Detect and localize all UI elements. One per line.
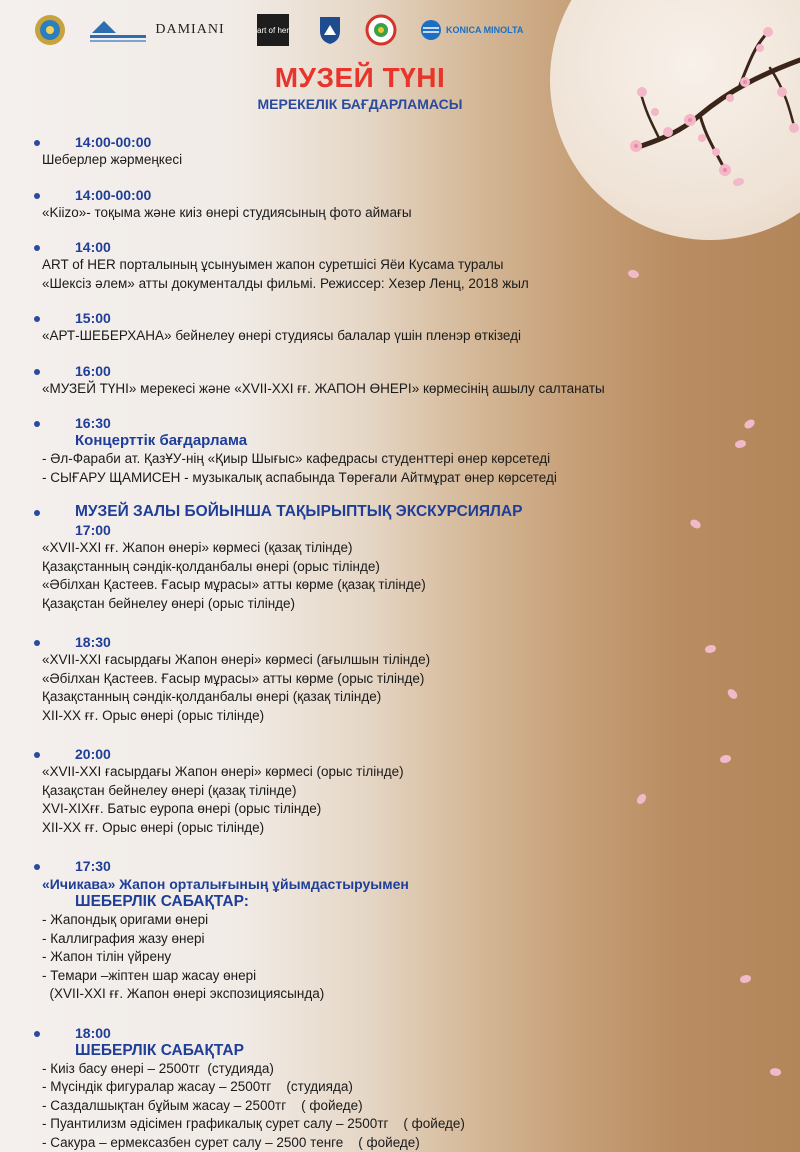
museum-logo [82, 12, 154, 48]
program-item [42, 503, 702, 613]
bullet-icon [34, 864, 40, 870]
bullet-icon [34, 510, 40, 516]
event-line: - Темари –жіптен шар жасау өнері [42, 967, 702, 986]
bullet-icon [34, 193, 40, 199]
event-time: 20:00 [75, 745, 702, 763]
event-line: - Жапон тілін үйрену [42, 948, 702, 967]
section-heading: Концерттік бағдарлама [75, 432, 702, 450]
event-line: «МУЗЕЙ ТҮНІ» мерекесі және «XVII-XXI ғғ. ЖАПОН ӨНЕРІ» көрмесінің ашылу салтанаты [42, 380, 702, 399]
petal-decoration [726, 687, 738, 701]
event-line: XII-XX ғғ. Орыс өнері (орыс тілінде) [42, 819, 702, 838]
petal-decoration [769, 1066, 782, 1077]
event-line: XVI-XIXғғ. Батыс еуропа өнері (орыс тілінде) [42, 800, 702, 819]
section-heading: МУЗЕЙ ЗАЛЫ БОЙЫНША ТАҚЫРЫПТЫҚ ЭКСКУРСИЯЛАР [75, 503, 702, 521]
bullet-icon [34, 640, 40, 646]
section-heading: ШЕБЕРЛІК САБАҚТАР: [75, 893, 702, 911]
art-of-her-logo [255, 12, 291, 48]
program-item [42, 309, 702, 346]
petal-decoration [705, 645, 716, 653]
bullet-icon [34, 421, 40, 427]
event-line: Қазақстан бейнелеу өнері (қазақ тілінде) [42, 782, 702, 801]
event-line: «Әбілхан Қастеев. Ғасыр мұрасы» атты көрме (қазақ тілінде) [42, 576, 702, 595]
event-time: 14:00-00:00 [75, 133, 702, 151]
konica-minolta-text: KONICA MINOLTA [446, 25, 523, 35]
event-line: «Әбілхан Қастеев. Ғасыр мұрасы» атты көрме (орыс тілінде) [42, 670, 702, 689]
program-list [42, 133, 702, 1152]
festival-logo [364, 12, 398, 48]
event-line: - Жапондық оригами өнері [42, 911, 702, 930]
event-time: 15:00 [75, 309, 702, 327]
program-item [42, 238, 702, 293]
event-line: ART of HER порталының ұсынуымен жапон суретшісі Яёи Кусама туралы [42, 256, 702, 275]
bullet-icon [34, 369, 40, 375]
event-time: 17:00 [75, 521, 702, 539]
section-heading: ШЕБЕРЛІК САБАҚТАР [75, 1042, 702, 1060]
event-time: 16:00 [75, 362, 702, 380]
event-line: Қазақстан бейнелеу өнері (орыс тілінде) [42, 595, 702, 614]
konica-minolta-logo [420, 12, 550, 48]
event-time: 14:00-00:00 [75, 186, 702, 204]
program-item [42, 745, 702, 837]
program-item [42, 362, 702, 399]
shield-logo [315, 12, 345, 48]
event-line: «АРТ-ШЕБЕРХАНА» бейнелеу өнері студиясы балалар үшін пленэр өткізеді [42, 327, 702, 346]
bullet-icon [34, 245, 40, 251]
page-title: МУЗЕЙ ТҮНІ [0, 62, 720, 94]
event-line: «XVII-XXI ғғ. Жапон өнері» көрмесі (қазақ тілінде) [42, 539, 702, 558]
damiani-logo: DAMIANI [155, 12, 225, 48]
event-line: - Пуантилизм әдісімен графикалық сурет салу – 2500тг ( фойеде) [42, 1115, 702, 1134]
event-line: Шеберлер жәрмеңкесі [42, 151, 702, 170]
event-line: «Шексіз әлем» атты документалды фильмі. Режиссер: Хезер Ленц, 2018 жыл [42, 275, 702, 294]
event-time: 14:00 [75, 238, 702, 256]
program-item [42, 133, 702, 170]
bullet-icon [34, 316, 40, 322]
program-item [42, 633, 702, 725]
event-time: 17:30 [75, 857, 702, 875]
event-line: - СЫҒАРУ ЩАМИСЕН - музыкалық аспабында Төреғали Айтмұрат өнер көрсетеді [42, 469, 702, 488]
event-line: «XVII-XXI ғасырдағы Жапон өнері» көрмесі (ағылшын тілінде) [42, 651, 702, 670]
page-subtitle: МЕРЕКЕЛІК БАҒДАРЛАМАСЫ [0, 96, 720, 112]
event-line: (XVII-XXI ғғ. Жапон өнері экспозициясында) [42, 985, 702, 1004]
petal-decoration [743, 418, 756, 429]
section-subheading: «Ичикава» Жапон орталығының ұйымдастыруымен [42, 875, 702, 893]
art-of-her-badge: art of her [257, 14, 289, 46]
bullet-icon [34, 140, 40, 146]
event-line: «Kiizo»- тоқыма және киіз өнері студиясының фото аймағы [42, 204, 702, 223]
event-line: «XVII-XXI ғасырдағы Жапон өнері» көрмесі (орыс тілінде) [42, 763, 702, 782]
emblem-logo [30, 12, 70, 48]
sponsor-logos [30, 12, 780, 52]
bullet-icon [34, 752, 40, 758]
program-item [42, 414, 702, 487]
event-line: - Каллиграфия жазу өнері [42, 930, 702, 949]
petal-decoration [735, 440, 746, 448]
event-line: XII-XX ғғ. Орыс өнері (орыс тілінде) [42, 707, 702, 726]
event-line: - Саздалшықтан бұйым жасау – 2500тг ( фойеде) [42, 1097, 702, 1116]
program-item [42, 1024, 702, 1152]
bullet-icon [34, 1031, 40, 1037]
program-item [42, 186, 702, 223]
event-line: - Сакура – ермексазбен сурет салу – 2500 тенге ( фойеде) [42, 1134, 702, 1152]
event-line: - Мүсіндік фигуралар жасау – 2500тг (студияда) [42, 1078, 702, 1097]
event-time: 18:00 [75, 1024, 702, 1042]
event-line: Қазақстанның сәндік-қолданбалы өнері (орыс тілінде) [42, 558, 702, 577]
event-line: Қазақстанның сәндік-қолданбалы өнері (қазақ тілінде) [42, 688, 702, 707]
event-line: - Киіз басу өнері – 2500тг (студияда) [42, 1060, 702, 1079]
petal-decoration [740, 975, 751, 983]
petal-decoration [720, 755, 731, 763]
event-line: - Әл-Фараби ат. ҚазҰУ-нің «Қиыр Шығыс» кафедрасы студенттері өнер көрсетеді [42, 450, 702, 469]
event-time: 16:30 [75, 414, 702, 432]
event-time: 18:30 [75, 633, 702, 651]
program-item [42, 857, 702, 1004]
